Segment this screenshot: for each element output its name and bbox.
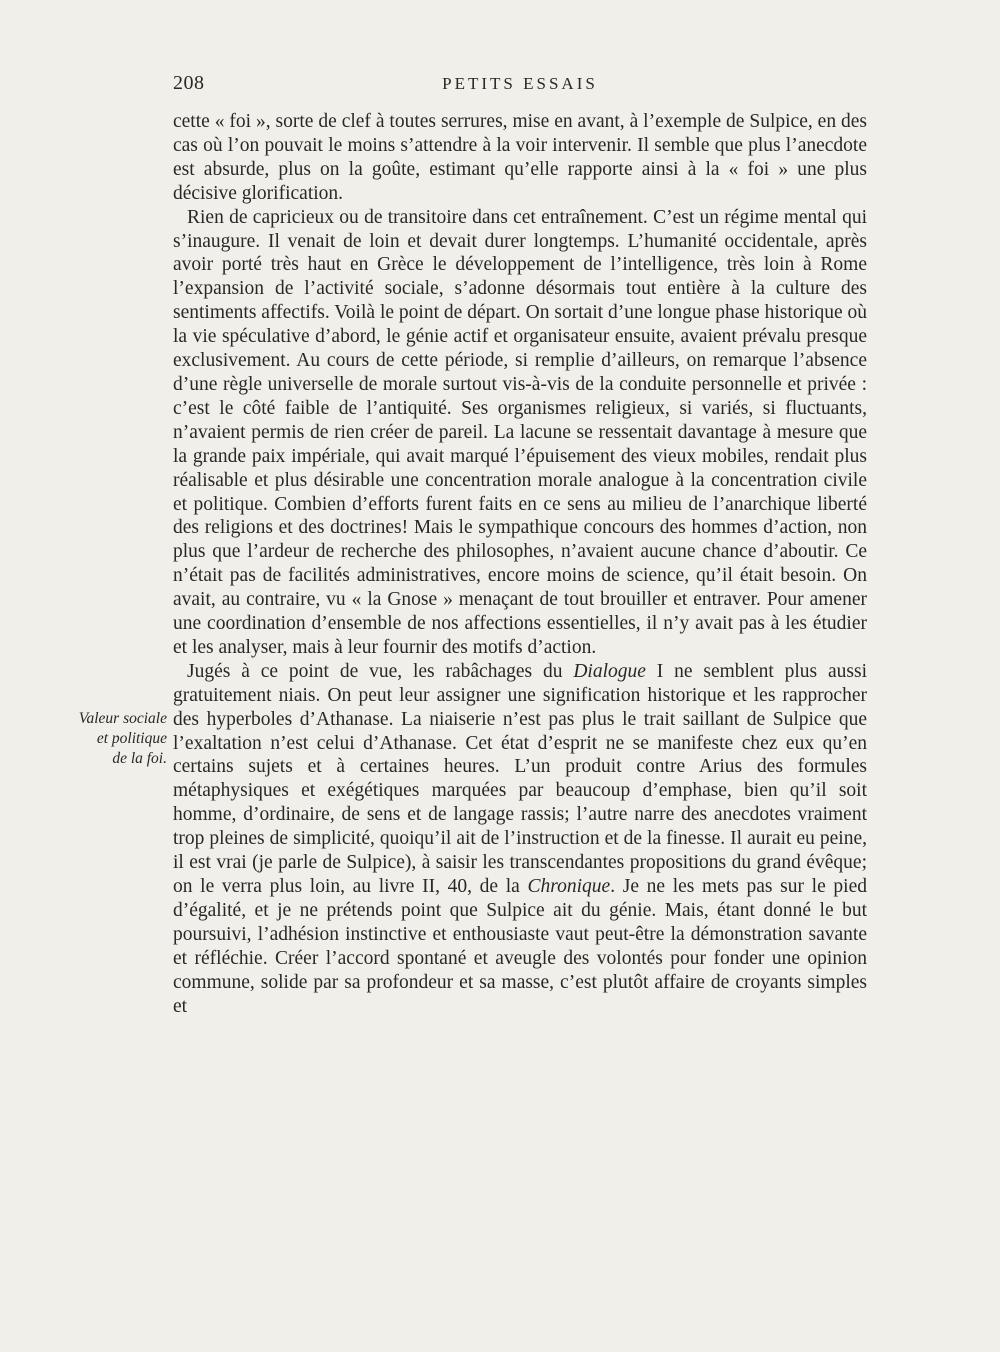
margin-note <box>60 709 167 769</box>
paragraph-text: Jugés à ce point de vue, les rabâchages du <box>187 660 574 682</box>
paragraph: Rien de capricieux ou de transitoire dans cet entraînement. C’est un régime mental qui s’inaugure. Il venait de loin et devait durer longtemps. L’humanité occidentale, après avoir porté très haut en Grèce le développement de l’intelligence, très loin à Rome l’expansion de l’activité sociale, s’adonne désormais tout entière à la culture des sentiments affectifs. Voilà le point de départ. On sortait d’une longue phase historique où la vie spéculative d’abord, le génie actif et organisateur ensuite, avaient prévalu presque exclusivement. Au cours de cette période, si remplie d’ailleurs, on remarque l’absence d’une règle universelle de morale surtout vis-à-vis de la conduite personnelle et privée : c’est le côté faible de l’antiquité. Ses organismes religieux, si variés, si fluctuants, n’avaient permis de rien créer de pareil. La lacune se ressentait davantage à mesure que la grande paix impériale, qui avait marqué l’épuisement des vieux mobiles, rendait plus réalisable et plus désirable une concentration morale analogue à la concentration civile et politique. Combien d’efforts furent faits en ce sens au milieu de l’anarchique liberté des religions et des doctrines! Mais le sympathique concours des hommes d’action, non plus que l’ardeur de recherche des philosophes, n’avaient aucune chance d’aboutir. Ce n’était pas de facilités administratives, encore moins de science, qu’il était besoin. On avait, au contraire, vu « la Gnose » menaçant de tout brouiller et entraver. Pour amener une coordination d’ensemble de nos affections essentielles, il n’y avait pas à les étudier et les analyser, mais à leur fournir des motifs d’action. <box>173 206 867 658</box>
margin-note-line: Valeur sociale <box>78 710 167 727</box>
paragraph <box>173 660 867 1019</box>
text-column <box>173 110 867 1018</box>
title-dialogue: Dialogue <box>573 660 646 682</box>
running-title: PETITS ESSAIS <box>442 74 598 93</box>
paragraph-continuation: cette « foi », sorte de clef à toutes serrures, mise en avant, à l’exemple de Sulpice, en des cas où l’on pouvait le moins s’attendre à la voir intervenir. Il semble que plus l’anecdote est absurde, plus on la goûte, estimant qu’elle rapporte ainsi à la « foi » une plus décisive glorification. <box>173 111 867 204</box>
margin-note-line: et politique <box>96 730 167 747</box>
running-head <box>173 72 867 102</box>
title-chronique: Chronique <box>527 876 611 897</box>
paragraph-text: . Je ne les mets pas sur le pied d’égalité, et je ne prétends point que Sulpice ait du génie. Mais, étant donné le but poursuivi, l’adhésion instinctive et enthousiaste vaut peut-être la démonstration savante et réfléchie. Créer l’accord spontané et aveugle des volontés pour fonder une opinion commune, solide par sa profondeur et sa masse, c’est plutôt affaire de croyants simples et <box>173 876 867 1017</box>
page-number: 208 <box>173 72 205 94</box>
margin-note-line: de la foi. <box>112 750 167 767</box>
paragraph-text: I ne semblent plus aussi gratuitement niais. On peut leur assigner une signification historique et les rapprocher des hyperboles d’Athanase. La niaiserie n’est pas plus le trait saillant de Sulpice que l’exaltation n’est celui d’Athanase. Cet état d’esprit ne se manifeste chez eux qu’en certains sujets et à certaines heures. L’un produit contre Arius des formules métaphysiques et exégétiques marquées par beaucoup d’emphase, bien qu’il soit homme, d’ordinaire, de sens et de langage rassis; l’autre narre des anecdotes vraiment trop pleines de simplicité, quoiqu’il ait de l’instruction et de la finesse. Il aurait eu peine, il est vrai (je parle de Sulpice), à saisir les transcendantes propositions du grand évêque; on le verra plus loin, au livre II, 40, de la <box>173 660 867 897</box>
